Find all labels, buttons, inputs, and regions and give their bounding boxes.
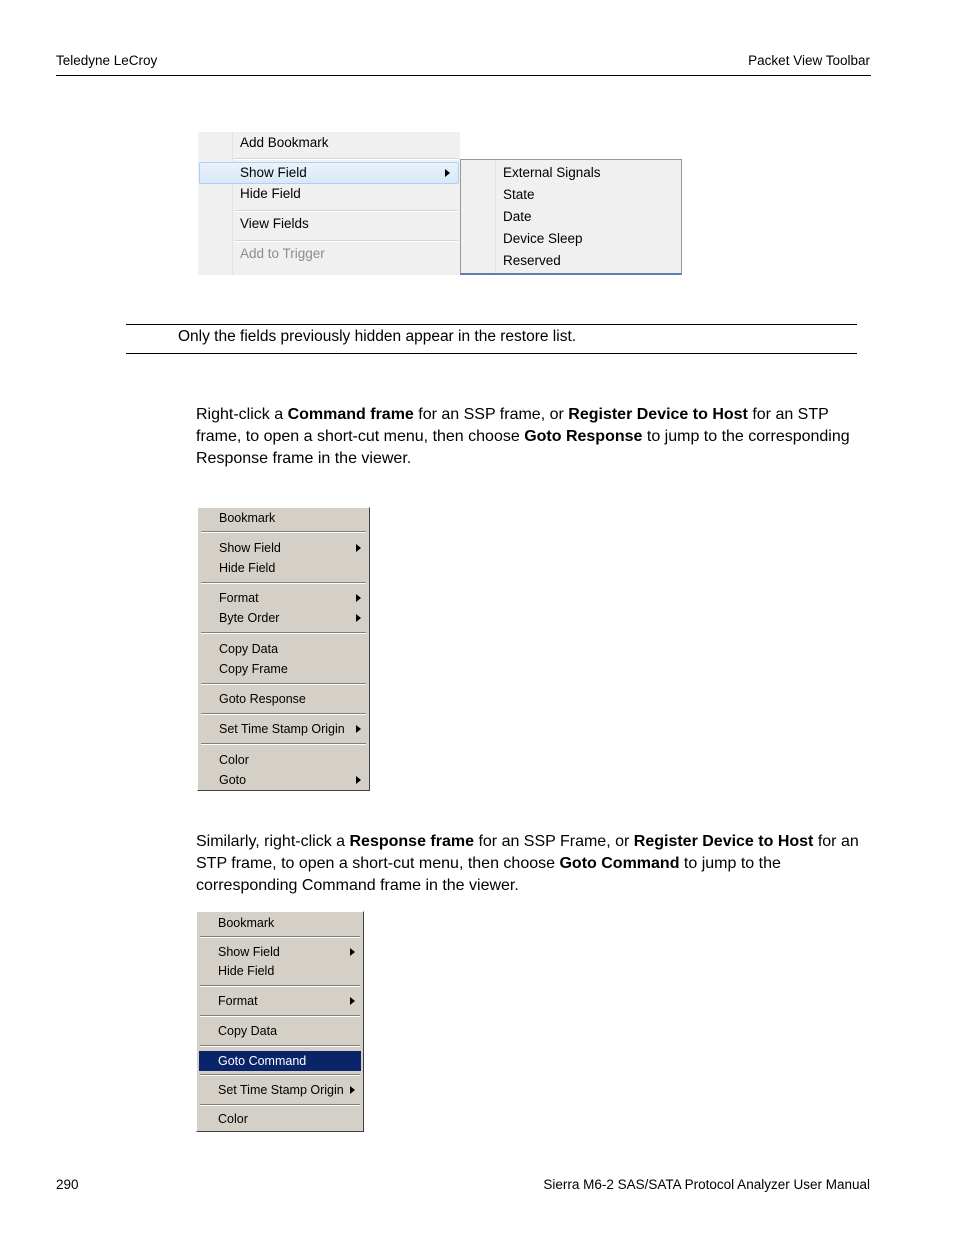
menu-item-label: Goto <box>219 773 247 787</box>
menu-item-bookmark[interactable]: Bookmark <box>218 916 275 930</box>
menu-separator <box>200 1074 360 1076</box>
submenu-arrow-icon <box>445 169 450 177</box>
menu-item-show-field[interactable] <box>199 162 459 184</box>
menu-item-goto-response[interactable]: Goto Response <box>219 692 306 706</box>
menu-item-goto-command[interactable]: Goto Command <box>199 1051 361 1071</box>
menu-item-view-fields[interactable]: View Fields <box>240 216 309 231</box>
menu-separator <box>201 632 366 634</box>
show-field-submenu <box>460 159 682 275</box>
submenu-arrow-icon <box>350 997 355 1005</box>
menu-item-set-time-stamp-origin[interactable] <box>199 1080 361 1100</box>
menu-separator <box>234 158 458 160</box>
menu-separator <box>234 240 458 242</box>
menu-item-label: Set Time Stamp Origin <box>218 1083 344 1097</box>
note-rule-bottom <box>126 353 857 354</box>
header-right: Packet View Toolbar <box>748 53 870 68</box>
menu-item-copy-data[interactable]: Copy Data <box>219 642 279 656</box>
submenu-item-reserved[interactable]: Reserved <box>503 253 561 268</box>
context-menu-3 <box>196 911 364 1132</box>
menu-item-add-bookmark[interactable]: Add Bookmark <box>240 135 329 150</box>
menu-separator <box>201 683 366 685</box>
menu-item-hide-field[interactable]: Hide Field <box>219 561 276 575</box>
menu-item-color[interactable]: Color <box>218 1112 248 1126</box>
menu-separator <box>201 743 366 745</box>
menu-separator <box>201 713 366 715</box>
submenu-arrow-icon <box>356 544 361 552</box>
menu-item-byte-order[interactable] <box>200 608 367 628</box>
menu-item-bookmark[interactable]: Bookmark <box>219 511 276 525</box>
menu-item-hide-field[interactable]: Hide Field <box>240 186 301 201</box>
header-rule <box>56 75 871 76</box>
menu-item-color[interactable]: Color <box>219 753 249 767</box>
menu-item-add-to-trigger: Add to Trigger <box>240 246 325 261</box>
paragraph-goto-response: Right-click a Command frame for an SSP frame, or Register Device to Host for an STP frame, to open a short-cut menu, then choose Goto Response to jump to the corresponding Response frame in the viewer. <box>196 406 850 467</box>
menu-item-show-field[interactable] <box>200 538 367 558</box>
submenu-item-state[interactable]: State <box>503 187 535 202</box>
submenu-item-date[interactable]: Date <box>503 209 532 224</box>
submenu-arrow-icon <box>350 948 355 956</box>
page-number: 290 <box>56 1177 79 1192</box>
menu-item-label: Show Field <box>218 945 280 959</box>
menu-item-format[interactable] <box>199 991 361 1011</box>
menu-item-format[interactable] <box>200 588 367 608</box>
note-rule-top <box>126 324 857 325</box>
submenu-arrow-icon <box>356 725 361 733</box>
menu-item-hide-field[interactable]: Hide Field <box>218 964 275 978</box>
submenu-arrow-icon <box>356 614 361 622</box>
menu-item-copy-frame[interactable]: Copy Frame <box>219 662 288 676</box>
footer-title: Sierra M6-2 SAS/SATA Protocol Analyzer User Manual <box>543 1177 870 1192</box>
submenu-arrow-icon <box>350 1086 355 1094</box>
menu-item-set-time-stamp-origin[interactable] <box>200 719 367 739</box>
menu-separator <box>200 1015 360 1017</box>
menu-separator <box>200 936 360 938</box>
menu-item-label: Show Field <box>240 165 307 180</box>
menu-separator <box>201 582 366 584</box>
menu-separator <box>200 1045 360 1047</box>
submenu-item-external-signals[interactable]: External Signals <box>503 165 601 180</box>
context-menu-1 <box>198 132 460 275</box>
menu-item-goto[interactable] <box>200 770 367 790</box>
menu-item-label: Format <box>218 994 258 1008</box>
context-menu-2 <box>197 507 370 791</box>
submenu-item-device-sleep[interactable]: Device Sleep <box>503 231 583 246</box>
submenu-arrow-icon <box>356 594 361 602</box>
menu-icon-strip <box>198 132 233 275</box>
menu-icon-strip <box>461 160 496 273</box>
menu-separator <box>200 1104 360 1106</box>
header-left: Teledyne LeCroy <box>56 53 158 68</box>
menu-separator <box>200 985 360 987</box>
submenu-arrow-icon <box>356 776 361 784</box>
paragraph-goto-command: Similarly, right-click a Response frame for an SSP Frame, or Register Device to Host for an STP frame, to open a short-cut menu, then choose Goto Command to jump to the corresponding Command frame in the viewer. <box>196 833 859 894</box>
note-text: Only the fields previously hidden appear in the restore list. <box>178 328 577 345</box>
menu-separator <box>201 531 366 533</box>
menu-item-show-field[interactable] <box>199 942 361 962</box>
menu-separator <box>234 210 458 212</box>
menu-item-copy-data[interactable]: Copy Data <box>218 1024 278 1038</box>
menu-item-label: Byte Order <box>219 611 280 625</box>
menu-item-label: Set Time Stamp Origin <box>219 722 345 736</box>
menu-item-label: Format <box>219 591 259 605</box>
menu-item-label: Show Field <box>219 541 281 555</box>
